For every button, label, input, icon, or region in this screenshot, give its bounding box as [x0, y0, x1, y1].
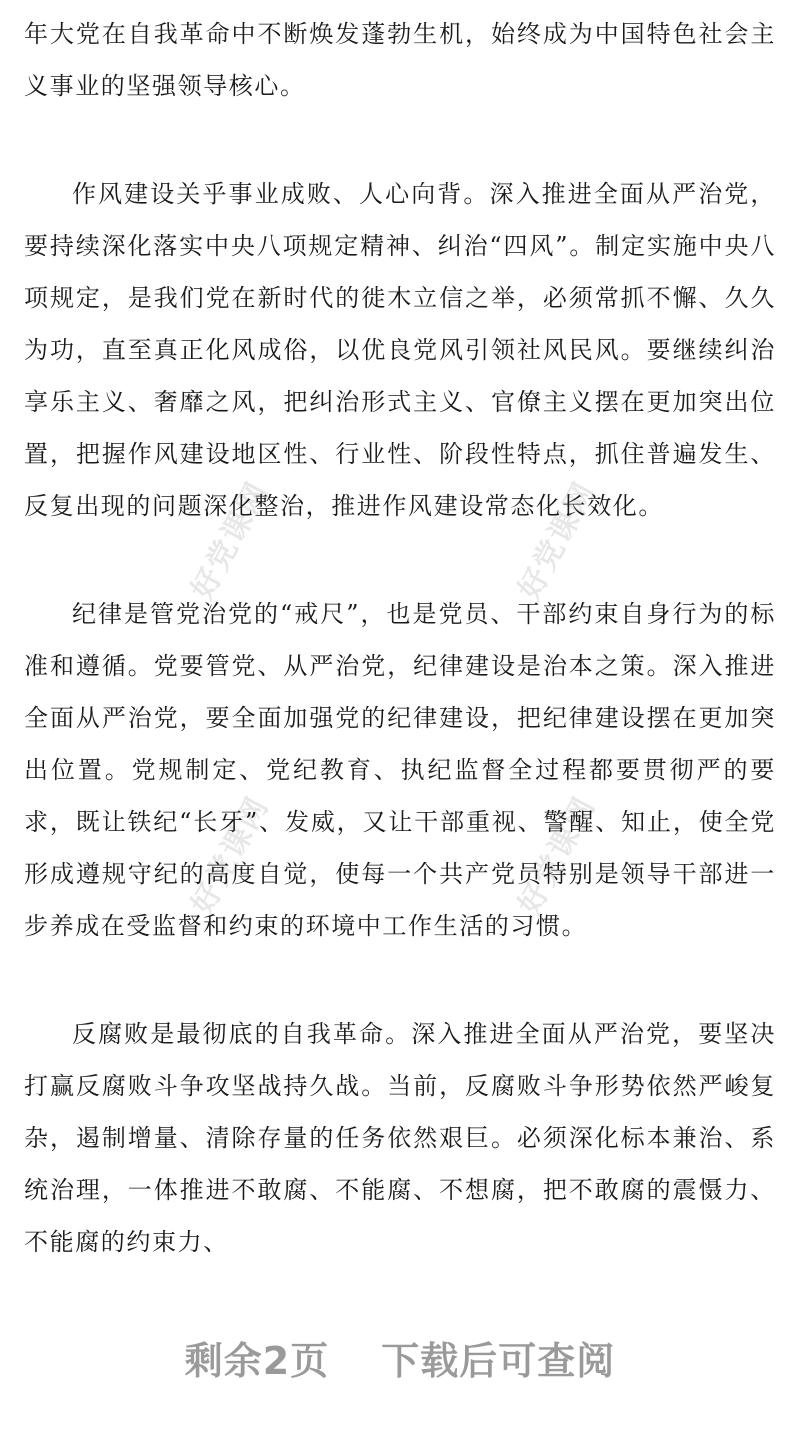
paragraph-continuation: 年大党在自我革命中不断焕发蓬勃生机，始终成为中国特色社会主义事业的坚强领导核心。: [24, 20, 776, 100]
document-body: [24, 8, 776, 1268]
download-prompt-label: 下载后可查阅: [381, 1339, 616, 1383]
paragraph-discipline: 纪律是管党治党的“戒尺”，也是党员、干部约束自身行为的标准和遵循。党要管党、从严治党，纪律建设是治本之策。深入推进全面从严治党，要全面加强党的纪律建设，把纪律建设摆在更加突出位置。党规制定、党纪教育、执纪监督全过程都要贯彻严的要求，既让铁纪“长牙”、发威，又让干部重视、警醒、知止，使全党形成遵规守纪的高度自觉，使每一个共产党员特别是领导干部进一步养成在受监督和约束的环境中工作生活的习惯。: [24, 600, 776, 940]
paragraph-work-style: 作风建设关乎事业成败、人心向背。深入推进全面从严治党，要持续深化落实中央八项规定精神、纠治“四风”。制定实施中央八项规定，是我们党在新时代的徙木立信之举，必须常抓不懈、久久为功，直至真正化风成俗，以优良党风引领社风民风。要继续纠治享乐主义、奢靡之风，把纠治形式主义、官僚主义摆在更加突出位置，把握作风建设地区性、行业性、阶段性特点，抓住普遍发生、反复出现的问题深化整治，推进作风建设常态化长效化。: [24, 180, 776, 520]
paragraph-gap: [24, 112, 776, 168]
paragraph-gap: [24, 952, 776, 1008]
download-banner[interactable]: [0, 1330, 800, 1385]
remaining-pages-label: 剩余2页: [184, 1339, 330, 1383]
paragraph-gap: [24, 532, 776, 588]
watermark-text: 好党课网: [185, 790, 277, 921]
paragraph-anti-corruption: 反腐败是最彻底的自我革命。深入推进全面从严治党，要坚决打赢反腐败斗争攻坚战持久战。当前，反腐败斗争形势依然严峻复杂，遏制增量、清除存量的任务依然艰巨。必须深化标本兼治、系统治理，一体推进不敢腐、不能腐、不想腐，把不敢腐的震慑力、不能腐的约束力、: [24, 1020, 776, 1256]
watermark-text: 好党课网: [185, 475, 277, 606]
watermark-text: 好党课网: [512, 475, 604, 606]
watermark-text: 好党课网: [512, 790, 604, 921]
